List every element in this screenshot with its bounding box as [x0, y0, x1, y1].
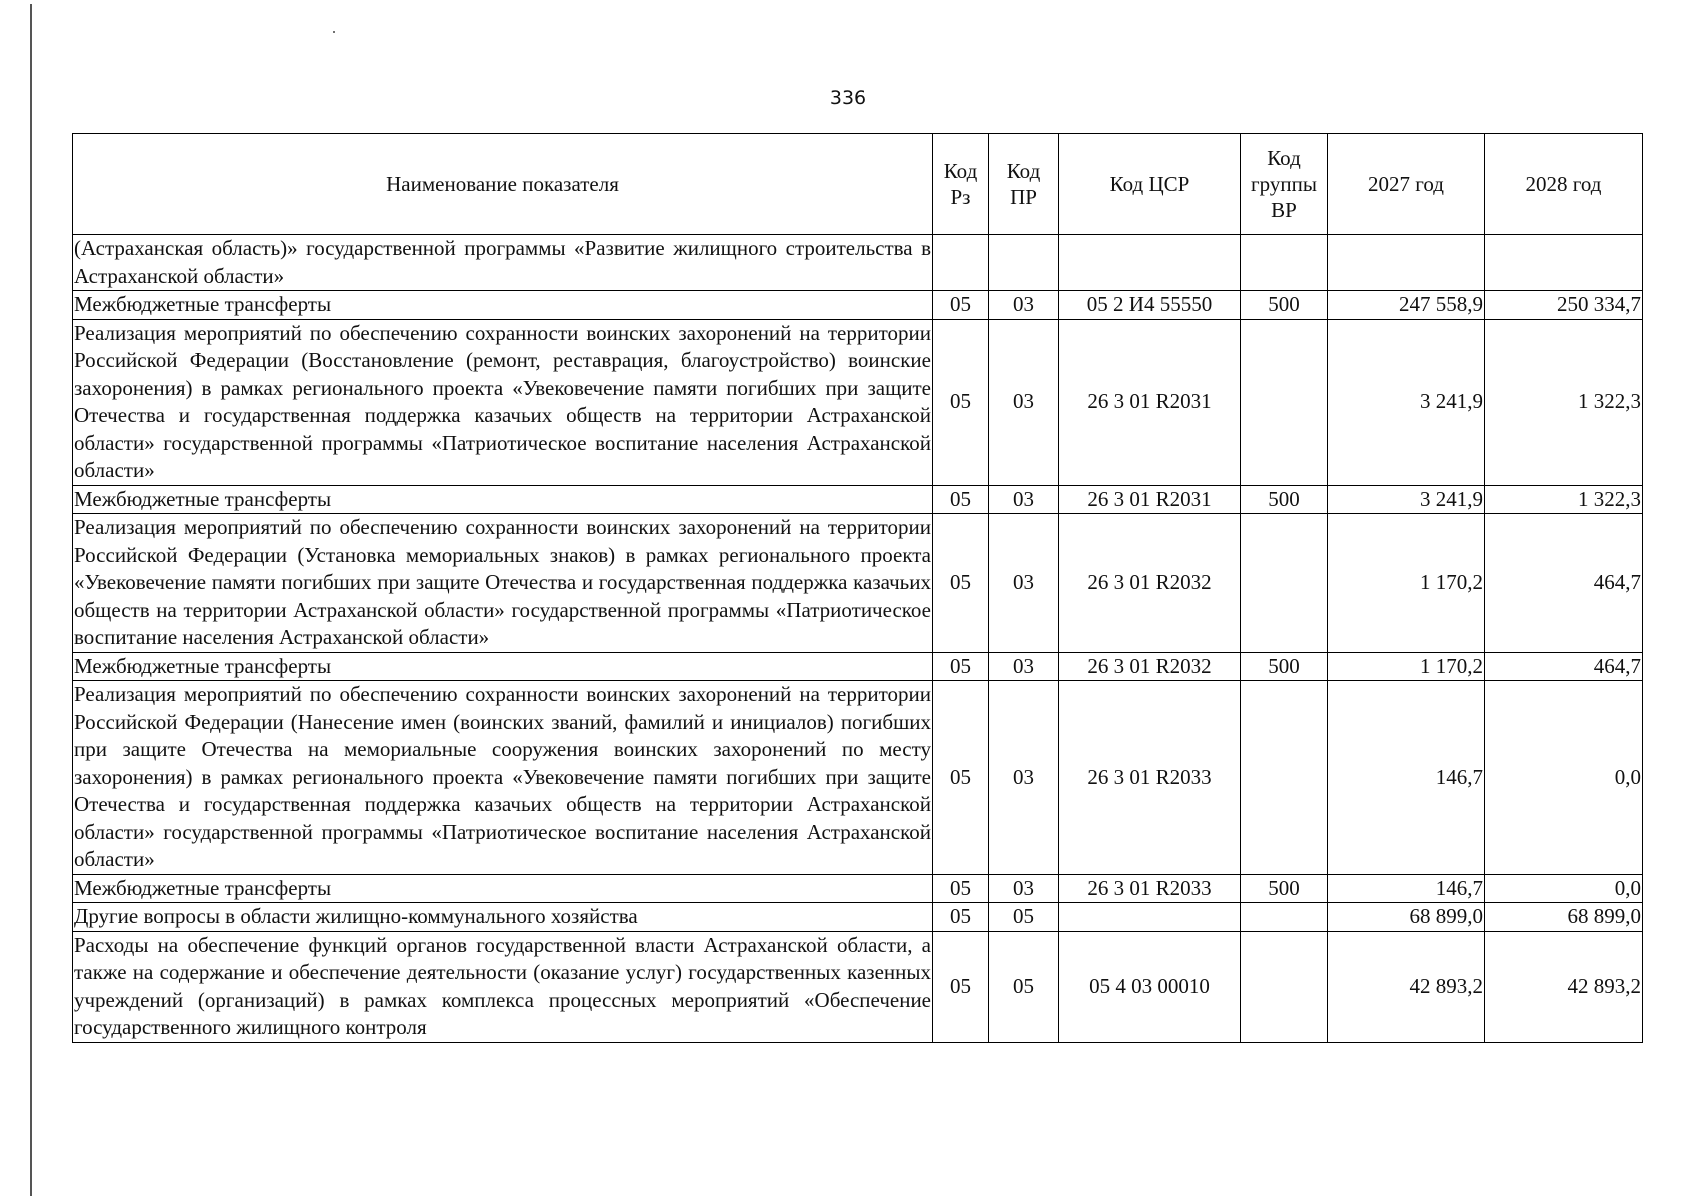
cell-2027: [1328, 235, 1485, 291]
cell-pr: 03: [989, 514, 1059, 653]
cell-vr: [1241, 903, 1328, 932]
cell-csr: 26 3 01 R2033: [1059, 681, 1241, 875]
header-rz: Код Рз: [933, 134, 989, 235]
cell-vr: [1241, 235, 1328, 291]
cell-csr: 26 3 01 R2032: [1059, 652, 1241, 681]
table-header: [73, 134, 1643, 235]
cell-csr: 26 3 01 R2033: [1059, 874, 1241, 903]
cell-vr: 500: [1241, 291, 1328, 320]
cell-vr: 500: [1241, 874, 1328, 903]
cell-vr: [1241, 681, 1328, 875]
cell-pr: 03: [989, 291, 1059, 320]
cell-rz: 05: [933, 652, 989, 681]
cell-2027: 247 558,9: [1328, 291, 1485, 320]
cell-name: Реализация мероприятий по обеспечению сохранности воинских захоронений на территории Российской Федерации (Восстановление (ремонт, реставрация, благоустройство) воинские захоронения) в рамках регионального проекта «Увековечение памяти погибших при защите Отечества и государственная поддержка казачьих обществ на территории Астраханской области» государственной программы «Патриотическое воспитание населения Астраханской области»: [73, 319, 933, 485]
cell-2027: 68 899,0: [1328, 903, 1485, 932]
header-pr: Код ПР: [989, 134, 1059, 235]
cell-2027: 1 170,2: [1328, 652, 1485, 681]
cell-name: Межбюджетные трансферты: [73, 652, 933, 681]
header-2027: 2027 год: [1328, 134, 1485, 235]
header-2028: 2028 год: [1485, 134, 1643, 235]
cell-vr: [1241, 319, 1328, 485]
cell-2028: 0,0: [1485, 874, 1643, 903]
cell-2027: 146,7: [1328, 874, 1485, 903]
table-row: [73, 652, 1643, 681]
cell-pr: 03: [989, 681, 1059, 875]
cell-name: Реализация мероприятий по обеспечению сохранности воинских захоронений на территории Российской Федерации (Установка мемориальных знаков) в рамках регионального проекта «Увековечение памяти погибших при защите Отечества и государственная поддержка казачьих обществ на территории Астраханской области» государственной программы «Патриотическое воспитание населения Астраханской области»: [73, 514, 933, 653]
table-row: [73, 319, 1643, 485]
cell-name: Межбюджетные трансферты: [73, 485, 933, 514]
table-row: [73, 903, 1643, 932]
table-row: [73, 235, 1643, 291]
cell-csr: 05 2 И4 55550: [1059, 291, 1241, 320]
cell-pr: 03: [989, 652, 1059, 681]
cell-name: Другие вопросы в области жилищно-коммунального хозяйства: [73, 903, 933, 932]
cell-2028: [1485, 235, 1643, 291]
table-row: [73, 291, 1643, 320]
cell-csr: 05 4 03 00010: [1059, 931, 1241, 1042]
cell-2028: 1 322,3: [1485, 485, 1643, 514]
cell-2027: 1 170,2: [1328, 514, 1485, 653]
table-row: [73, 874, 1643, 903]
cell-rz: 05: [933, 681, 989, 875]
cell-name: Расходы на обеспечение функций органов государственной власти Астраханской области, а также на содержание и обеспечение деятельности (оказание услуг) государственных казенных учреждений (организаций) в рамках комплекса процессных мероприятий «Обеспечение государственного жилищного контроля: [73, 931, 933, 1042]
header-row: [73, 134, 1643, 235]
cell-csr: [1059, 235, 1241, 291]
cell-2027: 3 241,9: [1328, 319, 1485, 485]
cell-2028: 0,0: [1485, 681, 1643, 875]
cell-rz: 05: [933, 931, 989, 1042]
header-vr: Код группы ВР: [1241, 134, 1328, 235]
table-body: [73, 235, 1643, 1043]
cell-2027: 3 241,9: [1328, 485, 1485, 514]
cell-rz: [933, 235, 989, 291]
cell-pr: 05: [989, 903, 1059, 932]
cell-pr: 03: [989, 874, 1059, 903]
cell-rz: 05: [933, 291, 989, 320]
cell-2028: 464,7: [1485, 514, 1643, 653]
cell-name: Межбюджетные трансферты: [73, 874, 933, 903]
cell-pr: [989, 235, 1059, 291]
page-number: 336: [829, 87, 867, 109]
cell-vr: 500: [1241, 485, 1328, 514]
table-row: [73, 514, 1643, 653]
cell-csr: 26 3 01 R2031: [1059, 319, 1241, 485]
table-row: [73, 931, 1643, 1042]
cell-vr: [1241, 931, 1328, 1042]
cell-pr: 05: [989, 931, 1059, 1042]
cell-rz: 05: [933, 485, 989, 514]
cell-rz: 05: [933, 319, 989, 485]
cell-rz: 05: [933, 903, 989, 932]
cell-csr: 26 3 01 R2031: [1059, 485, 1241, 514]
cell-csr: [1059, 903, 1241, 932]
cell-2027: 42 893,2: [1328, 931, 1485, 1042]
cell-name: Межбюджетные трансферты: [73, 291, 933, 320]
cell-name: Реализация мероприятий по обеспечению сохранности воинских захоронений на территории Российской Федерации (Нанесение имен (воинских званий, фамилий и инициалов) погибших при защите Отечества на мемориальные сооружения воинских захоронений по месту захоронения) в рамках регионального проекта «Увековечение памяти погибших при защите Отечества и государственная поддержка казачьих обществ на территории Астраханской области» государственной программы «Патриотическое воспитание населения Астраханской области»: [73, 681, 933, 875]
budget-table: [72, 133, 1643, 1043]
page-margin-line: [30, 4, 32, 1196]
table-row: [73, 485, 1643, 514]
cell-vr: 500: [1241, 652, 1328, 681]
cell-name: (Астраханская область)» государственной программы «Развитие жилищного строительства в Астраханской области»: [73, 235, 933, 291]
header-name: Наименование показателя: [73, 134, 933, 235]
cell-pr: 03: [989, 485, 1059, 514]
cell-csr: 26 3 01 R2032: [1059, 514, 1241, 653]
cell-pr: 03: [989, 319, 1059, 485]
cell-vr: [1241, 514, 1328, 653]
cell-rz: 05: [933, 874, 989, 903]
scan-speck: [333, 31, 335, 33]
cell-rz: 05: [933, 514, 989, 653]
cell-2027: 146,7: [1328, 681, 1485, 875]
cell-2028: 68 899,0: [1485, 903, 1643, 932]
cell-2028: 250 334,7: [1485, 291, 1643, 320]
header-csr: Код ЦСР: [1059, 134, 1241, 235]
cell-2028: 42 893,2: [1485, 931, 1643, 1042]
table-row: [73, 681, 1643, 875]
cell-2028: 464,7: [1485, 652, 1643, 681]
cell-2028: 1 322,3: [1485, 319, 1643, 485]
